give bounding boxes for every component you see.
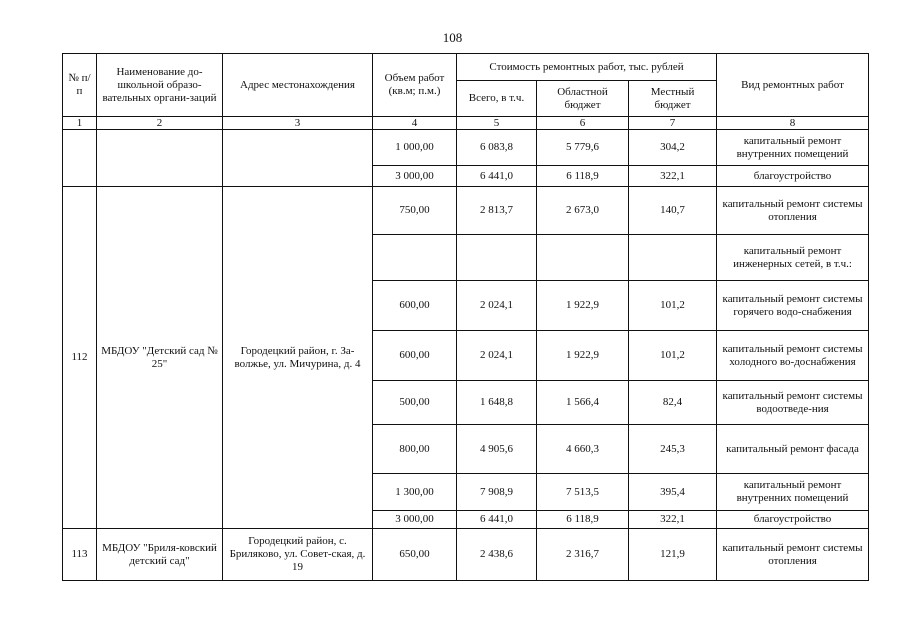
cell-no: 113 bbox=[63, 529, 97, 581]
cell-volume: 650,00 bbox=[373, 529, 457, 581]
column-numbers-row bbox=[63, 117, 869, 130]
cell-volume: 600,00 bbox=[373, 281, 457, 331]
table-row bbox=[63, 187, 869, 235]
cell-regional: 6 118,9 bbox=[537, 166, 629, 187]
cell-volume: 1 000,00 bbox=[373, 130, 457, 166]
cell-work-type: капитальный ремонт системы горячего водо-снабжения bbox=[717, 281, 869, 331]
repair-works-table bbox=[62, 53, 869, 581]
cell-org-name: МБДОУ "Бриля-ковский детский сад" bbox=[97, 529, 223, 581]
column-number: 2 bbox=[97, 117, 223, 130]
cell-regional: 6 118,9 bbox=[537, 511, 629, 529]
cell-regional: 5 779,6 bbox=[537, 130, 629, 166]
cell-total: 2 024,1 bbox=[457, 281, 537, 331]
column-number: 8 bbox=[717, 117, 869, 130]
column-number: 6 bbox=[537, 117, 629, 130]
cell-total: 6 441,0 bbox=[457, 166, 537, 187]
cell-volume: 3 000,00 bbox=[373, 166, 457, 187]
cell-local: 140,7 bbox=[629, 187, 717, 235]
header-work-type: Вид ремонтных работ bbox=[717, 54, 869, 117]
cell-work-type: капитальный ремонт фасада bbox=[717, 425, 869, 474]
cell-volume bbox=[373, 235, 457, 281]
cell-address: Городецкий район, г. За-волжье, ул. Мичурина, д. 4 bbox=[223, 187, 373, 529]
cell-work-type: капитальный ремонт внутренних помещений bbox=[717, 130, 869, 166]
cell-volume: 750,00 bbox=[373, 187, 457, 235]
column-number: 4 bbox=[373, 117, 457, 130]
cell-local: 322,1 bbox=[629, 511, 717, 529]
cell-work-type: капитальный ремонт внутренних помещений bbox=[717, 474, 869, 511]
cell-local: 82,4 bbox=[629, 381, 717, 425]
cell-work-type: капитальный ремонт системы отопления bbox=[717, 187, 869, 235]
column-number: 1 bbox=[63, 117, 97, 130]
cell-volume: 600,00 bbox=[373, 331, 457, 381]
cell-address: Городецкий район, с. Бриляково, ул. Совет-ская, д. 19 bbox=[223, 529, 373, 581]
cell-work-type: благоустройство bbox=[717, 166, 869, 187]
page-number: 108 bbox=[442, 30, 463, 45]
cell-total: 6 441,0 bbox=[457, 511, 537, 529]
cell-org-name bbox=[97, 130, 223, 187]
cell-total: 2 438,6 bbox=[457, 529, 537, 581]
column-number: 5 bbox=[457, 117, 537, 130]
column-number: 7 bbox=[629, 117, 717, 130]
cell-local: 121,9 bbox=[629, 529, 717, 581]
cell-local: 101,2 bbox=[629, 331, 717, 381]
cell-work-type: капитальный ремонт системы водоотведе-ния bbox=[717, 381, 869, 425]
cell-regional: 1 922,9 bbox=[537, 281, 629, 331]
cell-volume: 1 300,00 bbox=[373, 474, 457, 511]
cell-total: 2 024,1 bbox=[457, 331, 537, 381]
cell-regional: 2 673,0 bbox=[537, 187, 629, 235]
cell-org-name: МБДОУ "Детский сад № 25" bbox=[97, 187, 223, 529]
cell-regional: 4 660,3 bbox=[537, 425, 629, 474]
cell-local bbox=[629, 235, 717, 281]
cell-regional bbox=[537, 235, 629, 281]
cell-regional: 7 513,5 bbox=[537, 474, 629, 511]
cell-regional: 2 316,7 bbox=[537, 529, 629, 581]
cell-no: 112 bbox=[63, 187, 97, 529]
cell-local: 395,4 bbox=[629, 474, 717, 511]
header-cost-group: Стоимость ремонтных работ, тыс. рублей bbox=[457, 54, 717, 81]
cell-address bbox=[223, 130, 373, 187]
cell-work-type: благоустройство bbox=[717, 511, 869, 529]
table-row bbox=[63, 529, 869, 581]
cell-volume: 800,00 bbox=[373, 425, 457, 474]
cell-total: 2 813,7 bbox=[457, 187, 537, 235]
cell-work-type: капитальный ремонт системы отопления bbox=[717, 529, 869, 581]
header-address: Адрес местонахождения bbox=[223, 54, 373, 117]
cell-total: 4 905,6 bbox=[457, 425, 537, 474]
cell-local: 101,2 bbox=[629, 281, 717, 331]
header-row-1 bbox=[63, 54, 869, 81]
cell-work-type: капитальный ремонт системы холодного во-доснабжения bbox=[717, 331, 869, 381]
cell-total: 7 908,9 bbox=[457, 474, 537, 511]
cell-local: 322,1 bbox=[629, 166, 717, 187]
cell-total: 1 648,8 bbox=[457, 381, 537, 425]
header-total: Всего, в т.ч. bbox=[457, 81, 537, 117]
header-local: Местный бюджет bbox=[629, 81, 717, 117]
cell-no bbox=[63, 130, 97, 187]
cell-regional: 1 922,9 bbox=[537, 331, 629, 381]
cell-total: 6 083,8 bbox=[457, 130, 537, 166]
header-regional: Областной бюджет bbox=[537, 81, 629, 117]
cell-volume: 3 000,00 bbox=[373, 511, 457, 529]
header-no: № п/п bbox=[63, 54, 97, 117]
column-number: 3 bbox=[223, 117, 373, 130]
cell-local: 304,2 bbox=[629, 130, 717, 166]
cell-total bbox=[457, 235, 537, 281]
table-row bbox=[63, 130, 869, 166]
cell-regional: 1 566,4 bbox=[537, 381, 629, 425]
header-volume: Объем работ (кв.м; п.м.) bbox=[373, 54, 457, 117]
cell-local: 245,3 bbox=[629, 425, 717, 474]
cell-volume: 500,00 bbox=[373, 381, 457, 425]
cell-work-type: капитальный ремонт инженерных сетей, в т.ч.: bbox=[717, 235, 869, 281]
header-org-name: Наименование до-школьной образо-вательных органи-заций bbox=[97, 54, 223, 117]
